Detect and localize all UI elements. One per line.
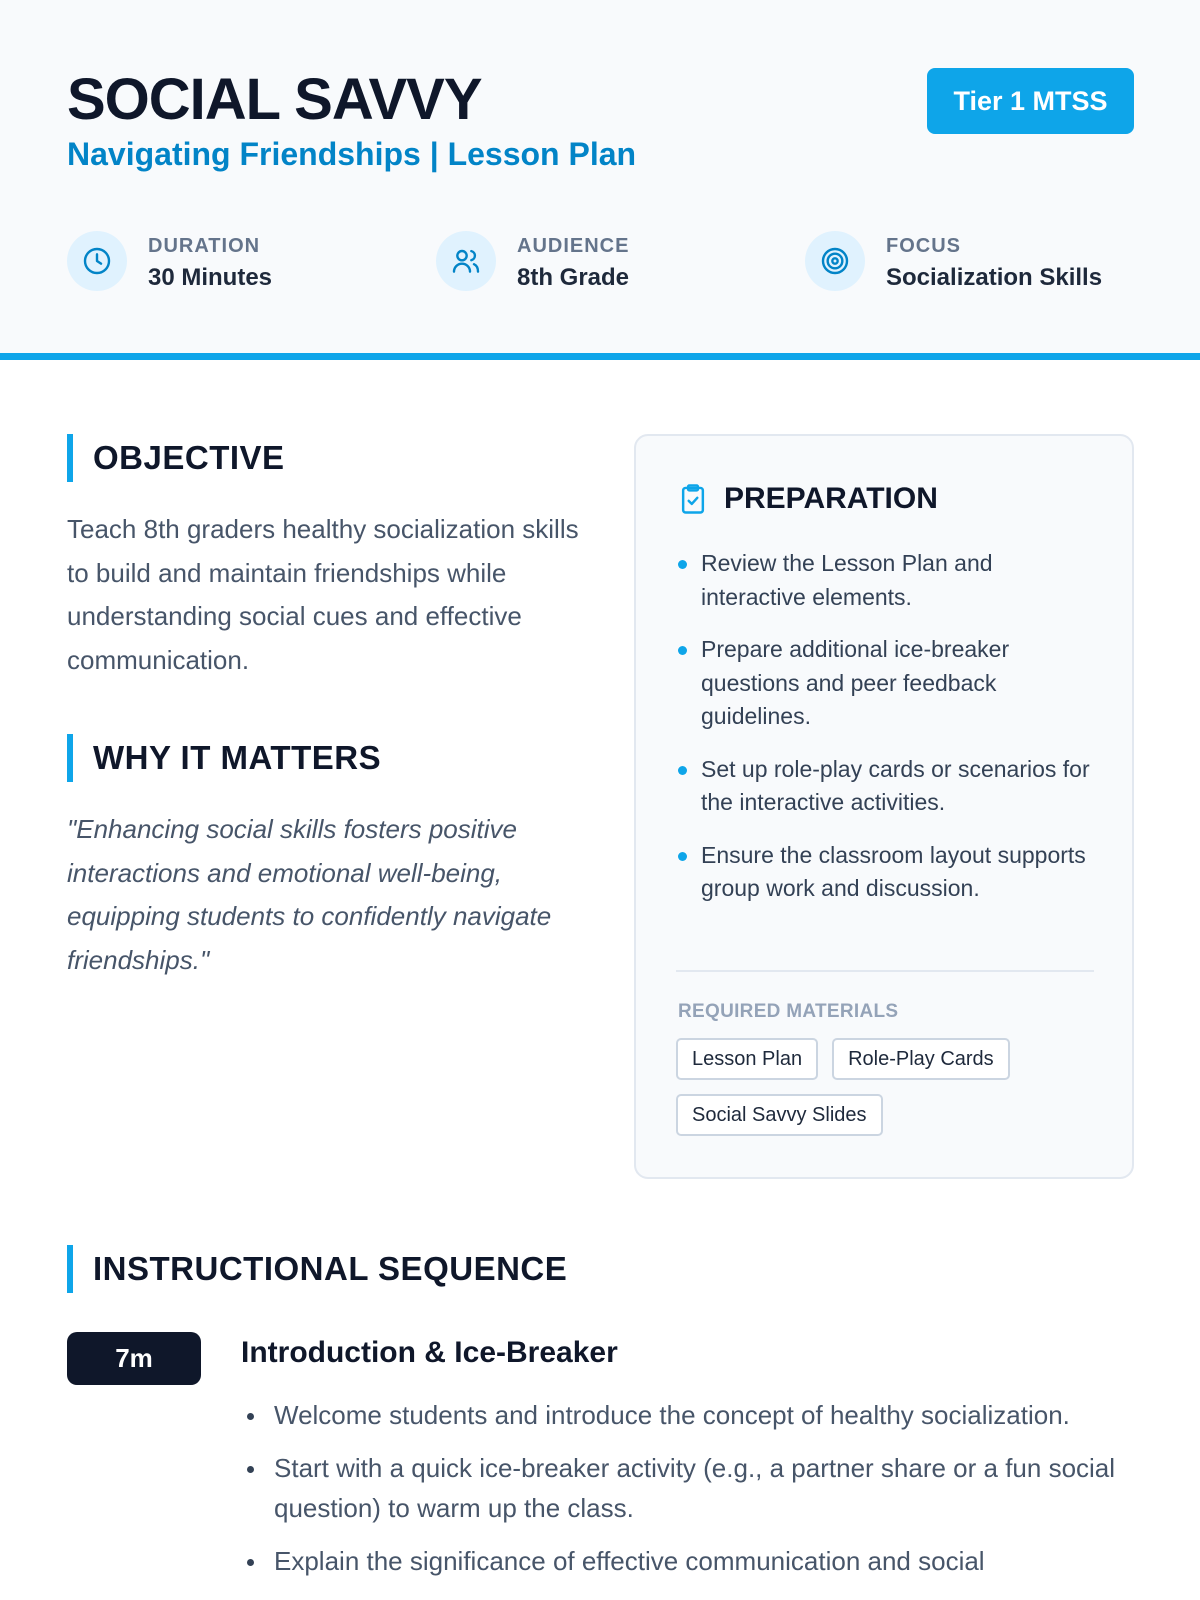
material-chip: Role-Play Cards [832, 1038, 1010, 1080]
list-item: Prepare additional ice-breaker questions and peer feedback guidelines. [678, 633, 1098, 734]
preparation-card [634, 434, 1134, 1179]
list-item: Review the Lesson Plan and interactive elements. [678, 547, 1098, 614]
why-it-matters-heading: WHY IT MATTERS [67, 734, 381, 782]
tier-badge: Tier 1 MTSS [927, 68, 1134, 134]
step-time-badge: 7m [67, 1332, 201, 1385]
objective-text: Teach 8th graders healthy socialization skills to build and maintain friendships while understanding social cues and effective communication. [67, 514, 579, 675]
list-item: Set up role-play cards or scenarios for the interactive activities. [678, 753, 1098, 820]
meta-value: 8th Grade [517, 264, 630, 291]
why-it-matters-quote: "Enhancing social skills fosters positive interactions and emotional well-being, equipping students to confidently navigate friendships." [67, 814, 552, 975]
clipboard-check-icon [678, 483, 708, 515]
divider [676, 970, 1094, 972]
meta-label: FOCUS [886, 235, 961, 257]
preparation-heading-label: PREPARATION [724, 482, 938, 515]
meta-audience [436, 231, 629, 292]
sequence-heading: INSTRUCTIONAL SEQUENCE [67, 1245, 567, 1293]
preparation-list [678, 547, 1098, 925]
meta-value: Socialization Skills [886, 264, 1103, 291]
list-item: Ensure the classroom layout supports group work and discussion. [678, 839, 1098, 906]
lesson-header [0, 0, 1200, 360]
clock-icon [67, 231, 127, 291]
meta-duration [67, 231, 272, 292]
materials-label: REQUIRED MATERIALS [678, 1001, 899, 1022]
step-list [241, 1395, 1141, 1594]
list-item: Welcome students and introduce the concept of healthy socialization. [241, 1395, 1141, 1435]
meta-focus [805, 231, 1102, 292]
list-item: Start with a quick ice-breaker activity (e.g., a partner share or a fun social question) to warm up the class. [241, 1448, 1141, 1528]
material-chip: Lesson Plan [676, 1038, 818, 1080]
page-title: SOCIAL SAVVY [67, 67, 482, 132]
material-chip: Social Savvy Slides [676, 1094, 883, 1136]
objective-heading: OBJECTIVE [67, 434, 285, 482]
users-icon [436, 231, 496, 291]
meta-value: 30 Minutes [148, 264, 273, 291]
target-icon [805, 231, 865, 291]
meta-label: AUDIENCE [517, 235, 630, 257]
list-item: Explain the significance of effective communication and social [241, 1541, 1141, 1581]
page-subtitle: Navigating Friendships | Lesson Plan [67, 136, 637, 172]
preparation-heading [678, 482, 938, 516]
step-title: Introduction & Ice-Breaker [241, 1336, 618, 1369]
materials-chips [676, 1038, 1096, 1136]
meta-label: DURATION [148, 235, 261, 257]
